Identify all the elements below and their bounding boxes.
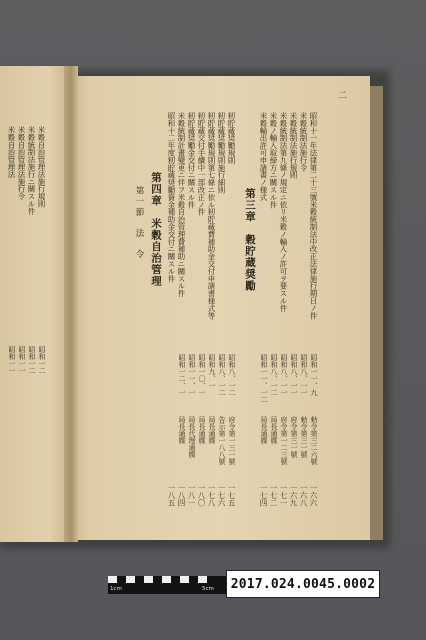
toc-entry: 米穀ノ輸入取締方ニ關スル件 xyxy=(269,112,278,209)
left-entry: 米穀自治管理法施行規則 xyxy=(37,126,46,208)
left-ref: 昭和一一 xyxy=(8,346,16,374)
entry-page: 一七四 xyxy=(259,484,268,507)
entry-page: 一八五 xyxy=(167,484,176,507)
entry-law: 局長通牒 xyxy=(198,416,206,444)
entry-page: 一七六 xyxy=(217,484,226,507)
toc-entry: 米穀統制法第九條ノ規定ニ依リ米穀ノ輸入ノ許可ヲ要スル件 xyxy=(279,112,288,312)
scale-tick xyxy=(198,576,207,583)
entry-date: 昭和一〇、一 xyxy=(198,354,206,396)
left-ref: 昭和一二 xyxy=(38,346,46,374)
entry-law: 局長通牒 xyxy=(178,416,186,444)
scale-tick xyxy=(126,576,135,583)
section-heading: 第一節 法 令 xyxy=(134,186,144,261)
left-entry: 米穀自治管理法 xyxy=(7,126,16,178)
chapter-heading: 第四章 米穀自治管理 xyxy=(150,172,162,287)
scale-tick xyxy=(162,576,171,583)
toc-entry: 籾貯蔵奨勵規則第七條ニ依ル籾貯蔵費補助金交付申請書様式等 xyxy=(207,112,216,320)
entry-page: 一七五 xyxy=(227,484,236,507)
toc-entry: 籾貯蔵奨勵金交付ニ關スル件 xyxy=(187,112,196,209)
entry-page: 一七二 xyxy=(269,484,278,507)
entry-date: 昭和一二、一 xyxy=(178,354,186,396)
entry-law: 勅令第三一號 xyxy=(300,416,308,458)
entry-law: 局長通牒 xyxy=(260,416,268,444)
toc-entry: 米穀統制計畫變更ニ伴フ米穀自治管理費補助ニ關スル件 xyxy=(177,112,186,297)
toc-entry: 籾貯蔵奨勵規則施行細則 xyxy=(217,112,226,194)
entry-page: 一七一 xyxy=(279,484,288,507)
scale-label-right: 5cm xyxy=(202,586,214,592)
toc-entry: 米穀統制法施行規則 xyxy=(289,112,298,179)
entry-date: 昭和八、一一 xyxy=(290,354,298,396)
chapter-heading: 第三章 穀貯蔵奨勵 xyxy=(244,188,256,292)
entry-law: 府令第三一號 xyxy=(290,416,298,458)
toc-entry: 昭和十二年度籾貯蔵奨勵資金補助金交付ニ關スル件 xyxy=(167,112,176,283)
entry-law: 局長代理通牒 xyxy=(188,416,196,458)
entry-law: 府令第一二三號 xyxy=(280,416,288,465)
left-ref: 昭和一一 xyxy=(18,346,26,374)
entry-law: 局長通牒 xyxy=(270,416,278,444)
entry-date: 昭和九、一 xyxy=(208,354,216,389)
toc-entry: 米穀統制法施行令 xyxy=(299,112,308,172)
left-page xyxy=(0,66,70,542)
scale-label-left: 1cm xyxy=(110,586,122,592)
entry-page: 一八四 xyxy=(177,484,186,507)
entry-page: 一六八 xyxy=(299,484,308,507)
entry-date: 昭和八、一二 xyxy=(218,354,226,396)
entry-page: 一八一 xyxy=(187,484,196,507)
left-entry: 米穀自治管理法施行令 xyxy=(17,126,26,200)
entry-page: 一六九 xyxy=(289,484,298,507)
entry-date: 昭和八、一一 xyxy=(300,354,308,396)
entry-page: 一六六 xyxy=(309,484,318,507)
scale-tick xyxy=(108,576,117,583)
entry-date: 昭和一一、一 xyxy=(188,354,196,396)
left-ref: 昭和一二 xyxy=(28,346,36,374)
entry-law: 府令第一三一號 xyxy=(228,416,236,465)
toc-entry: 米穀輸出許可申請書ノ様式 xyxy=(259,112,268,201)
entry-page: 一七八 xyxy=(207,484,216,507)
entry-date: 昭和一一、一二 xyxy=(260,354,268,403)
toc-entry: 昭和十一年法律第二十三號米穀統制法中改正法律施行期日ノ件 xyxy=(309,112,318,320)
entry-date: 昭和八、一二 xyxy=(228,354,236,396)
scale-tick xyxy=(180,576,189,583)
toc-entry: 籾貯蔵奨勵規則 xyxy=(227,112,236,164)
entry-date: 昭和八、一二 xyxy=(270,354,278,396)
entry-page: 一八〇 xyxy=(197,484,206,507)
entry-law: 告示第一八八號 xyxy=(218,416,226,465)
book-gutter xyxy=(64,66,78,542)
toc-entry: 籾貯蔵交付手續中一部改正ノ件 xyxy=(197,112,206,216)
entry-law: 局長通牒 xyxy=(208,416,216,444)
scale-tick xyxy=(144,576,153,583)
catalog-id-label: 2017.024.0045.0002 xyxy=(226,570,380,598)
scale-bar xyxy=(108,576,226,594)
right-page xyxy=(70,76,370,540)
left-entry: 米穀統制法施行ニ關スル件 xyxy=(27,126,36,215)
entry-date: 昭和一一、九 xyxy=(310,354,318,396)
page-number: 二 xyxy=(336,90,346,99)
entry-law: 勅令第三二六號 xyxy=(310,416,318,465)
entry-date: 昭和八、一一 xyxy=(280,354,288,396)
